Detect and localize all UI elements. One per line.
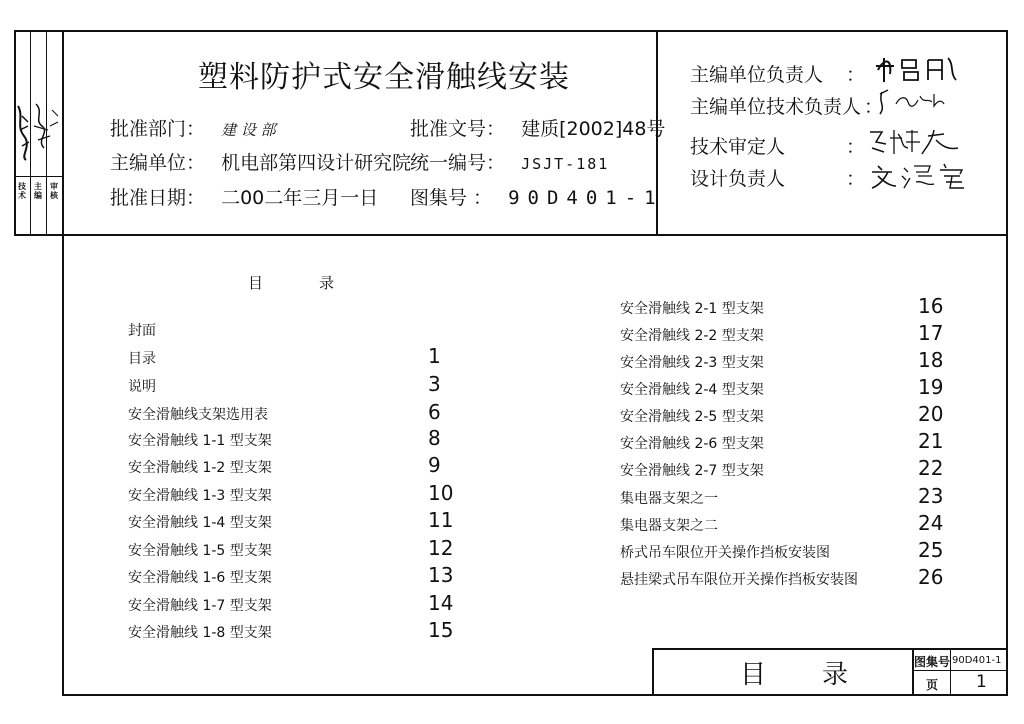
side-stamp-signature [14,96,62,166]
frame-inner-left [62,30,64,696]
side-stamp-label-1: 技术 [18,182,26,200]
toc-left-page-5: 9 [428,453,441,477]
toc-right-page-5: 21 [918,429,944,453]
toc-left-page-2: 3 [428,372,441,396]
responsible-label-3: 技术审定人 [690,136,786,158]
responsible-colon-1: ： [846,64,866,86]
toc-left-title-8: 安全滑触线 1-5 型支架 [128,543,272,559]
titleblock-col-line [950,648,951,696]
main-unit-label: 主编单位： [110,152,206,174]
frame-right [1006,30,1008,696]
toc-right-title-2: 安全滑触线 2-3 型支架 [620,355,764,371]
main-unit-row [110,148,411,175]
side-stamp-label-3: 审核 [50,182,58,200]
toc-right-title-7: 集电器支架之一 [620,491,718,507]
toc-right-title-10: 悬挂梁式吊车限位开关操作挡板安装图 [620,572,858,588]
toc-right-title-9: 桥式吊车限位开关操作挡板安装图 [620,545,830,561]
toc-heading: 目录 [248,274,391,292]
toc-left-page-7: 11 [428,508,454,532]
toc-left-title-11: 安全滑触线 1-8 型支架 [128,625,272,641]
titleblock-left [652,648,654,696]
responsible-label-1: 主编单位负责人 [690,64,824,86]
stamp-row-line [14,176,64,177]
toc-right-page-3: 19 [918,375,944,399]
titleblock-atlas-value: 90D401-1 [952,655,1002,666]
side-signature-scribble [14,96,62,166]
approval-doc-label: 批准文号： [410,118,506,140]
titleblock-top [652,648,1008,650]
toc-right-title-3: 安全滑触线 2-4 型支架 [620,382,764,398]
toc-right-title-0: 安全滑触线 2-1 型支架 [620,301,764,317]
toc-left-title-9: 安全滑触线 1-6 型支架 [128,570,272,586]
toc-right-title-6: 安全滑触线 2-7 型支架 [620,463,764,479]
titleblock-row-line [912,670,1008,671]
atlas-no-label: 图集号 ： [410,187,493,209]
toc-left-title-0: 封面 [128,323,156,339]
toc-right-title-4: 安全滑触线 2-5 型支架 [620,409,764,425]
main-unit-value: 机电部第四设计研究院 [221,152,412,174]
approval-doc-value: 建质[2002]48号 [521,118,666,140]
approval-dept-label: 批准部门： [110,118,206,140]
toc-left-title-6: 安全滑触线 1-3 型支架 [128,488,272,504]
toc-left-title-4: 安全滑触线 1-1 型支架 [128,433,272,449]
approval-date-row [110,183,378,210]
toc-right-title-5: 安全滑触线 2-6 型支架 [620,436,764,452]
toc-right-page-0: 16 [918,294,944,318]
signature-design-lead [870,160,980,188]
toc-left-page-9: 13 [428,563,454,587]
responsible-colon-2: ： [864,96,884,118]
atlas-no-row [410,183,664,210]
toc-left-title-7: 安全滑触线 1-4 型支架 [128,515,272,531]
approval-date-label: 批准日期： [110,187,206,209]
titleblock-atlas-label: 图集号 [914,655,951,669]
approval-doc-row [410,114,665,141]
responsible-colon-3: ： [846,136,866,158]
toc-right-page-7: 23 [918,484,944,508]
toc-left-page-10: 14 [428,591,454,615]
approval-dept-value: 建 设 部 [221,121,276,139]
frame-bottom [62,694,1008,696]
signature-technical-lead [876,86,986,114]
toc-right-page-9: 25 [918,538,944,562]
titleblock-page-label: 页 [926,678,939,692]
toc-right-title-8: 集电器支架之二 [620,518,718,534]
document-title: 塑料防护式安全滑触线安装 [198,60,570,95]
toc-left-page-3: 6 [428,400,441,424]
signature-technical-lead-text [986,86,987,87]
atlas-no-value: 90D401-1 [508,187,664,209]
toc-left-title-2: 说明 [128,379,156,395]
toc-right-page-4: 20 [918,402,944,426]
toc-left-page-1: 1 [428,344,441,368]
toc-left-title-5: 安全滑触线 1-2 型支架 [128,460,272,476]
toc-left-title-10: 安全滑触线 1-7 型支架 [128,598,272,614]
toc-right-page-10: 26 [918,565,944,589]
toc-left-page-11: 15 [428,618,454,642]
responsible-label-4: 设计负责人 [690,168,786,190]
toc-right-page-6: 22 [918,456,944,480]
side-stamp-label-2: 主编 [34,182,42,200]
responsible-colon-4: ： [846,168,866,190]
header-divider [14,234,1008,236]
toc-left-title-3: 安全滑触线支架选用表 [128,407,268,423]
frame-top [14,30,1008,32]
unified-no-label: 统一编号： [410,152,506,174]
signature-chief-editor [872,54,982,82]
titleblock-title: 目录 [740,660,905,690]
signature-technical-reviewer [862,126,972,154]
responsible-label-2: 主编单位技术负责人 [690,96,862,118]
titleblock-page-value: 1 [976,672,987,692]
unified-no-value: JSJT-181 [521,155,610,173]
signature-chief-editor-text [982,54,983,55]
unified-no-row [410,148,609,175]
approval-dept-row [110,114,276,141]
approval-date-value: 二00二年三月一日 [221,187,379,209]
signature-technical-reviewer-text [972,126,973,127]
signature-design-lead-text [980,160,981,161]
toc-right-page-2: 18 [918,348,944,372]
toc-right-page-8: 24 [918,511,944,535]
toc-left-page-4: 8 [428,426,441,450]
toc-left-title-1: 目录 [128,351,156,367]
toc-left-page-8: 12 [428,536,454,560]
toc-right-title-1: 安全滑触线 2-2 型支架 [620,328,764,344]
toc-right-page-1: 17 [918,321,944,345]
toc-left-page-6: 10 [428,481,454,505]
